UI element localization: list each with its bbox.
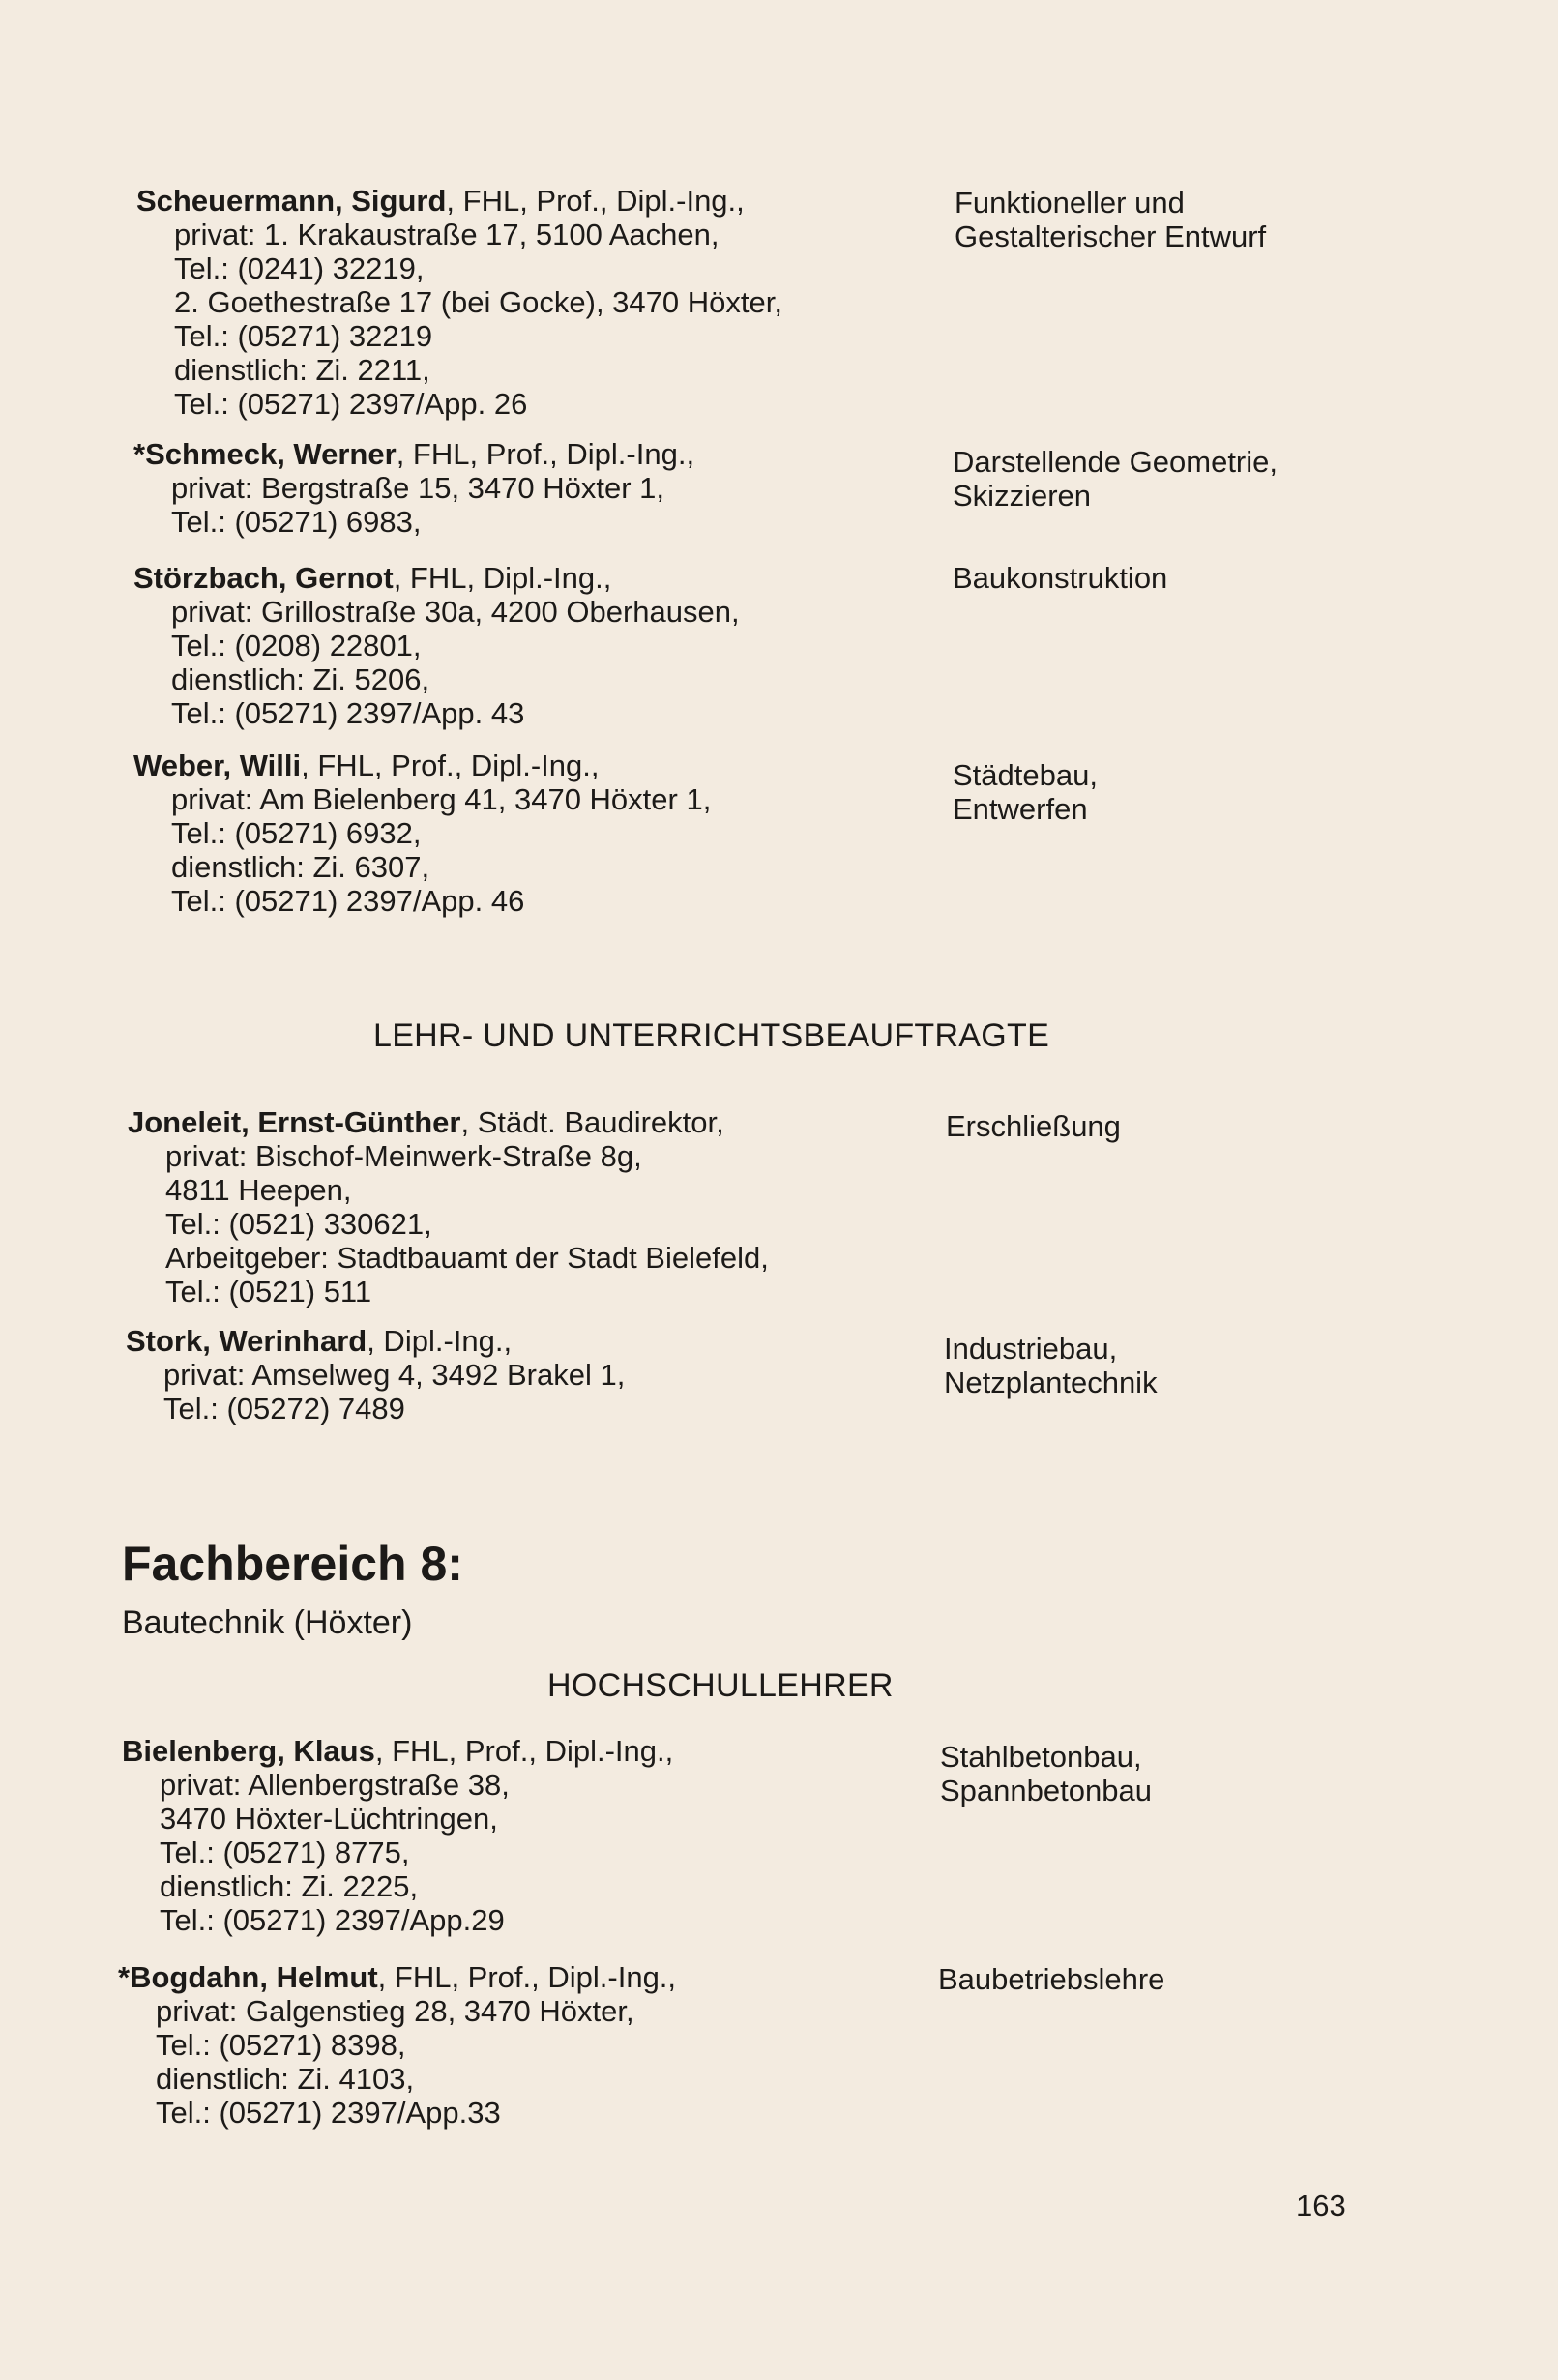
subject-line: Städtebau,	[953, 758, 1098, 792]
fachbereich-title: Fachbereich 8:	[122, 1537, 463, 1591]
person-name: *Bogdahn, Helmut	[118, 1960, 378, 1994]
detail-line: Tel.: (05271) 2397/App. 46	[171, 884, 525, 918]
detail-line: dienstlich: Zi. 2225,	[160, 1869, 419, 1903]
subject-line: Darstellende Geometrie,	[953, 445, 1278, 479]
detail-line: privat: Galgenstieg 28, 3470 Höxter,	[156, 1994, 634, 2028]
detail-line: privat: 1. Krakaustraße 17, 5100 Aachen,	[174, 218, 720, 251]
subject-line: Funktioneller und	[955, 186, 1185, 220]
subject-line: Baukonstruktion	[953, 561, 1168, 595]
detail-line: dienstlich: Zi. 2211,	[174, 353, 430, 387]
detail-line: Tel.: (05271) 2397/App. 43	[171, 696, 525, 730]
detail-line: privat: Bergstraße 15, 3470 Höxter 1,	[171, 471, 665, 505]
detail-line: 2. Goethestraße 17 (bei Gocke), 3470 Höxter,	[174, 285, 782, 319]
detail-line: Tel.: (05271) 6983,	[171, 505, 422, 539]
page-number: 163	[1296, 2189, 1346, 2222]
subject-line: Entwerfen	[953, 792, 1088, 826]
person-title: , FHL, Prof., Dipl.-Ing.,	[374, 1734, 674, 1768]
detail-line: Arbeitgeber: Stadtbauamt der Stadt Bielefeld,	[165, 1241, 769, 1275]
detail-line: Tel.: (0208) 22801,	[171, 629, 422, 662]
detail-line: dienstlich: Zi. 6307,	[171, 850, 430, 884]
subject-line: Skizzieren	[953, 479, 1091, 513]
person-title: , FHL, Prof., Dipl.-Ing.,	[377, 1960, 677, 1994]
person-name: Störzbach, Gernot	[133, 561, 394, 595]
person-name: Stork, Werinhard	[126, 1324, 367, 1358]
detail-line: Tel.: (05271) 6932,	[171, 816, 422, 850]
detail-line: privat: Amselweg 4, 3492 Brakel 1,	[163, 1358, 626, 1392]
detail-line: Tel.: (05271) 32219	[174, 319, 433, 353]
subject-line: Gestalterischer Entwurf	[955, 220, 1267, 253]
detail-line: privat: Allenbergstraße 38,	[160, 1768, 510, 1802]
detail-line: dienstlich: Zi. 4103,	[156, 2062, 415, 2096]
detail-line: dienstlich: Zi. 5206,	[171, 662, 430, 696]
detail-line: Tel.: (05272) 7489	[163, 1392, 405, 1425]
person-name: *Schmeck, Werner	[133, 437, 397, 471]
person-name: Scheuermann, Sigurd	[136, 184, 447, 218]
detail-line: Tel.: (05271) 2397/App.33	[156, 2096, 501, 2130]
subject-line: Industriebau,	[944, 1332, 1118, 1366]
person-title: , FHL, Prof., Dipl.-Ing.,	[301, 749, 600, 782]
subject-line: Erschließung	[946, 1109, 1121, 1143]
detail-line: Tel.: (05271) 8398,	[156, 2028, 406, 2062]
section-heading: HOCHSCHULLEHRER	[547, 1667, 894, 1704]
person-title: , FHL, Prof., Dipl.-Ing.,	[446, 184, 745, 218]
detail-line: privat: Grillostraße 30a, 4200 Oberhausen,	[171, 595, 740, 629]
detail-line: Tel.: (0521) 330621,	[165, 1207, 432, 1241]
person-title: , Städt. Baudirektor,	[460, 1105, 724, 1139]
detail-line: privat: Am Bielenberg 41, 3470 Höxter 1,	[171, 782, 712, 816]
detail-line: Tel.: (0521) 511	[165, 1275, 372, 1308]
detail-line: Tel.: (05271) 2397/App. 26	[174, 387, 528, 421]
detail-line: Tel.: (05271) 2397/App.29	[160, 1903, 505, 1937]
person-name: Joneleit, Ernst-Günther	[128, 1105, 461, 1139]
detail-line: 3470 Höxter-Lüchtringen,	[160, 1802, 498, 1836]
detail-line: privat: Bischof-Meinwerk-Straße 8g,	[165, 1139, 642, 1173]
person-title: , FHL, Prof., Dipl.-Ing.,	[396, 437, 695, 471]
subject-line: Baubetriebslehre	[938, 1962, 1165, 1996]
detail-line: 4811 Heepen,	[165, 1173, 352, 1207]
subject-line: Stahlbetonbau,	[940, 1740, 1142, 1774]
person-title: , FHL, Dipl.-Ing.,	[393, 561, 612, 595]
section-heading: LEHR- UND UNTERRICHTSBEAUFTRAGTE	[373, 1017, 1050, 1054]
fachbereich-subtitle: Bautechnik (Höxter)	[122, 1604, 413, 1641]
subject-line: Netzplantechnik	[944, 1366, 1158, 1399]
detail-line: Tel.: (0241) 32219,	[174, 251, 425, 285]
person-name: Bielenberg, Klaus	[122, 1734, 375, 1768]
subject-line: Spannbetonbau	[940, 1774, 1152, 1807]
person-title: , Dipl.-Ing.,	[367, 1324, 513, 1358]
detail-line: Tel.: (05271) 8775,	[160, 1836, 410, 1869]
person-name: Weber, Willi	[133, 749, 302, 782]
